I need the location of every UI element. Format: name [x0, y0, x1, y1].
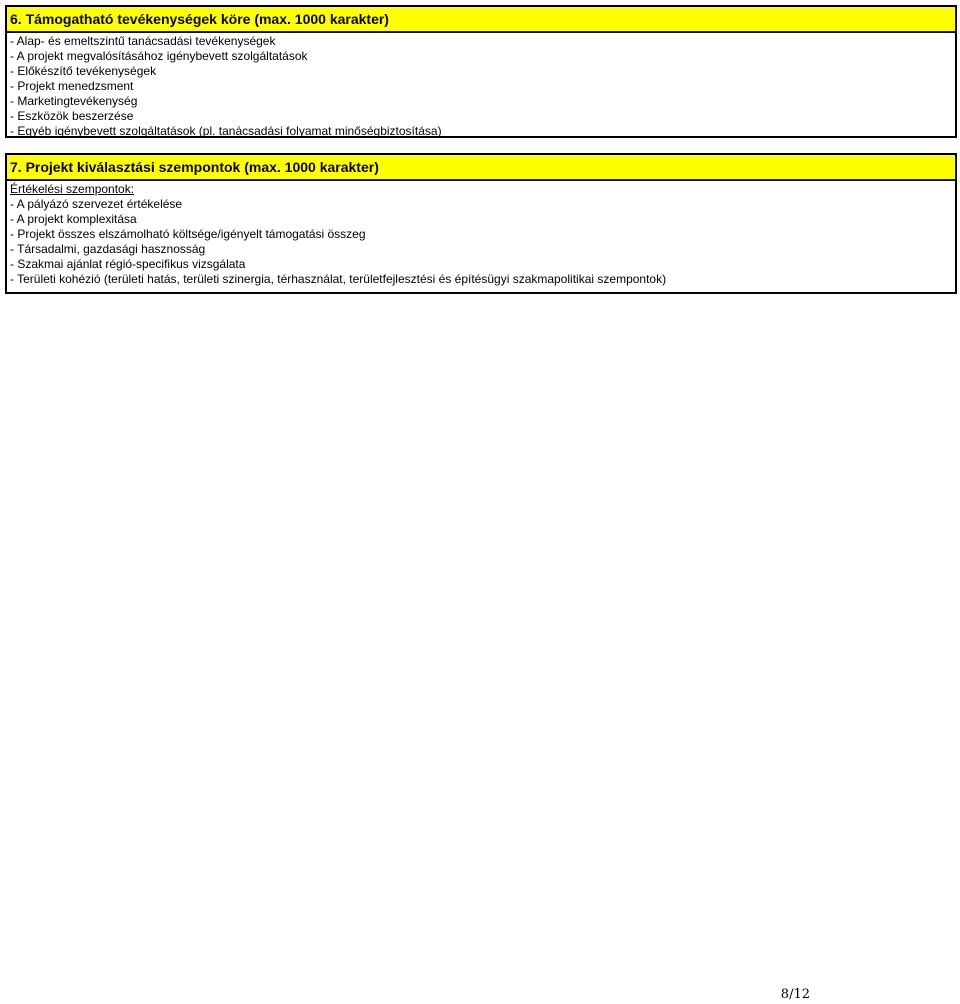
list-item: - Szakmai ajánlat régió-specifikus vizsgálata: [10, 257, 246, 271]
list-item: - Előkészítő tevékenységek: [10, 64, 157, 78]
section-supported-activities: [5, 5, 957, 138]
section-body: [7, 33, 955, 139]
list-item: - Társadalmi, gazdasági hasznosság: [10, 242, 206, 256]
section-selection-criteria: [5, 153, 957, 294]
list-item: - Eszközök beszerzése: [10, 109, 134, 123]
section-header: [7, 155, 955, 181]
list-item: - Projekt menedzsment: [10, 79, 134, 93]
list-item: - Projekt összes elszámolható költsége/igényelt támogatási összeg: [10, 227, 366, 241]
list-item: - Alap- és emeltszintű tanácsadási tevékenységek: [10, 34, 276, 48]
list-item: - Egyéb igénybevett szolgáltatások (pl. tanácsadási folyamat minőségbiztosítása): [10, 124, 442, 138]
section-title: 7. Projekt kiválasztási szempontok (max. 1000 karakter): [10, 159, 379, 175]
page-number: 8/12: [780, 987, 810, 1002]
list-item: - A projekt komplexitása: [10, 212, 137, 226]
section-header: [7, 7, 955, 33]
list-item: - A pályázó szervezet értékelése: [10, 197, 183, 211]
section-title: 6. Támogatható tevékenységek köre (max. 1000 karakter): [10, 11, 389, 27]
list-item: - Területi kohézió (területi hatás, területi szinergia, térhasználat, területfejlesztési és építésügyi szakmapolitikai szempontok): [10, 272, 667, 286]
section-body: [7, 181, 955, 287]
criteria-intro: Értékelési szempontok:: [10, 182, 135, 196]
list-item: - Marketingtevékenység: [10, 94, 138, 108]
list-item: - A projekt megvalósításához igénybevett szolgáltatások: [10, 49, 308, 63]
